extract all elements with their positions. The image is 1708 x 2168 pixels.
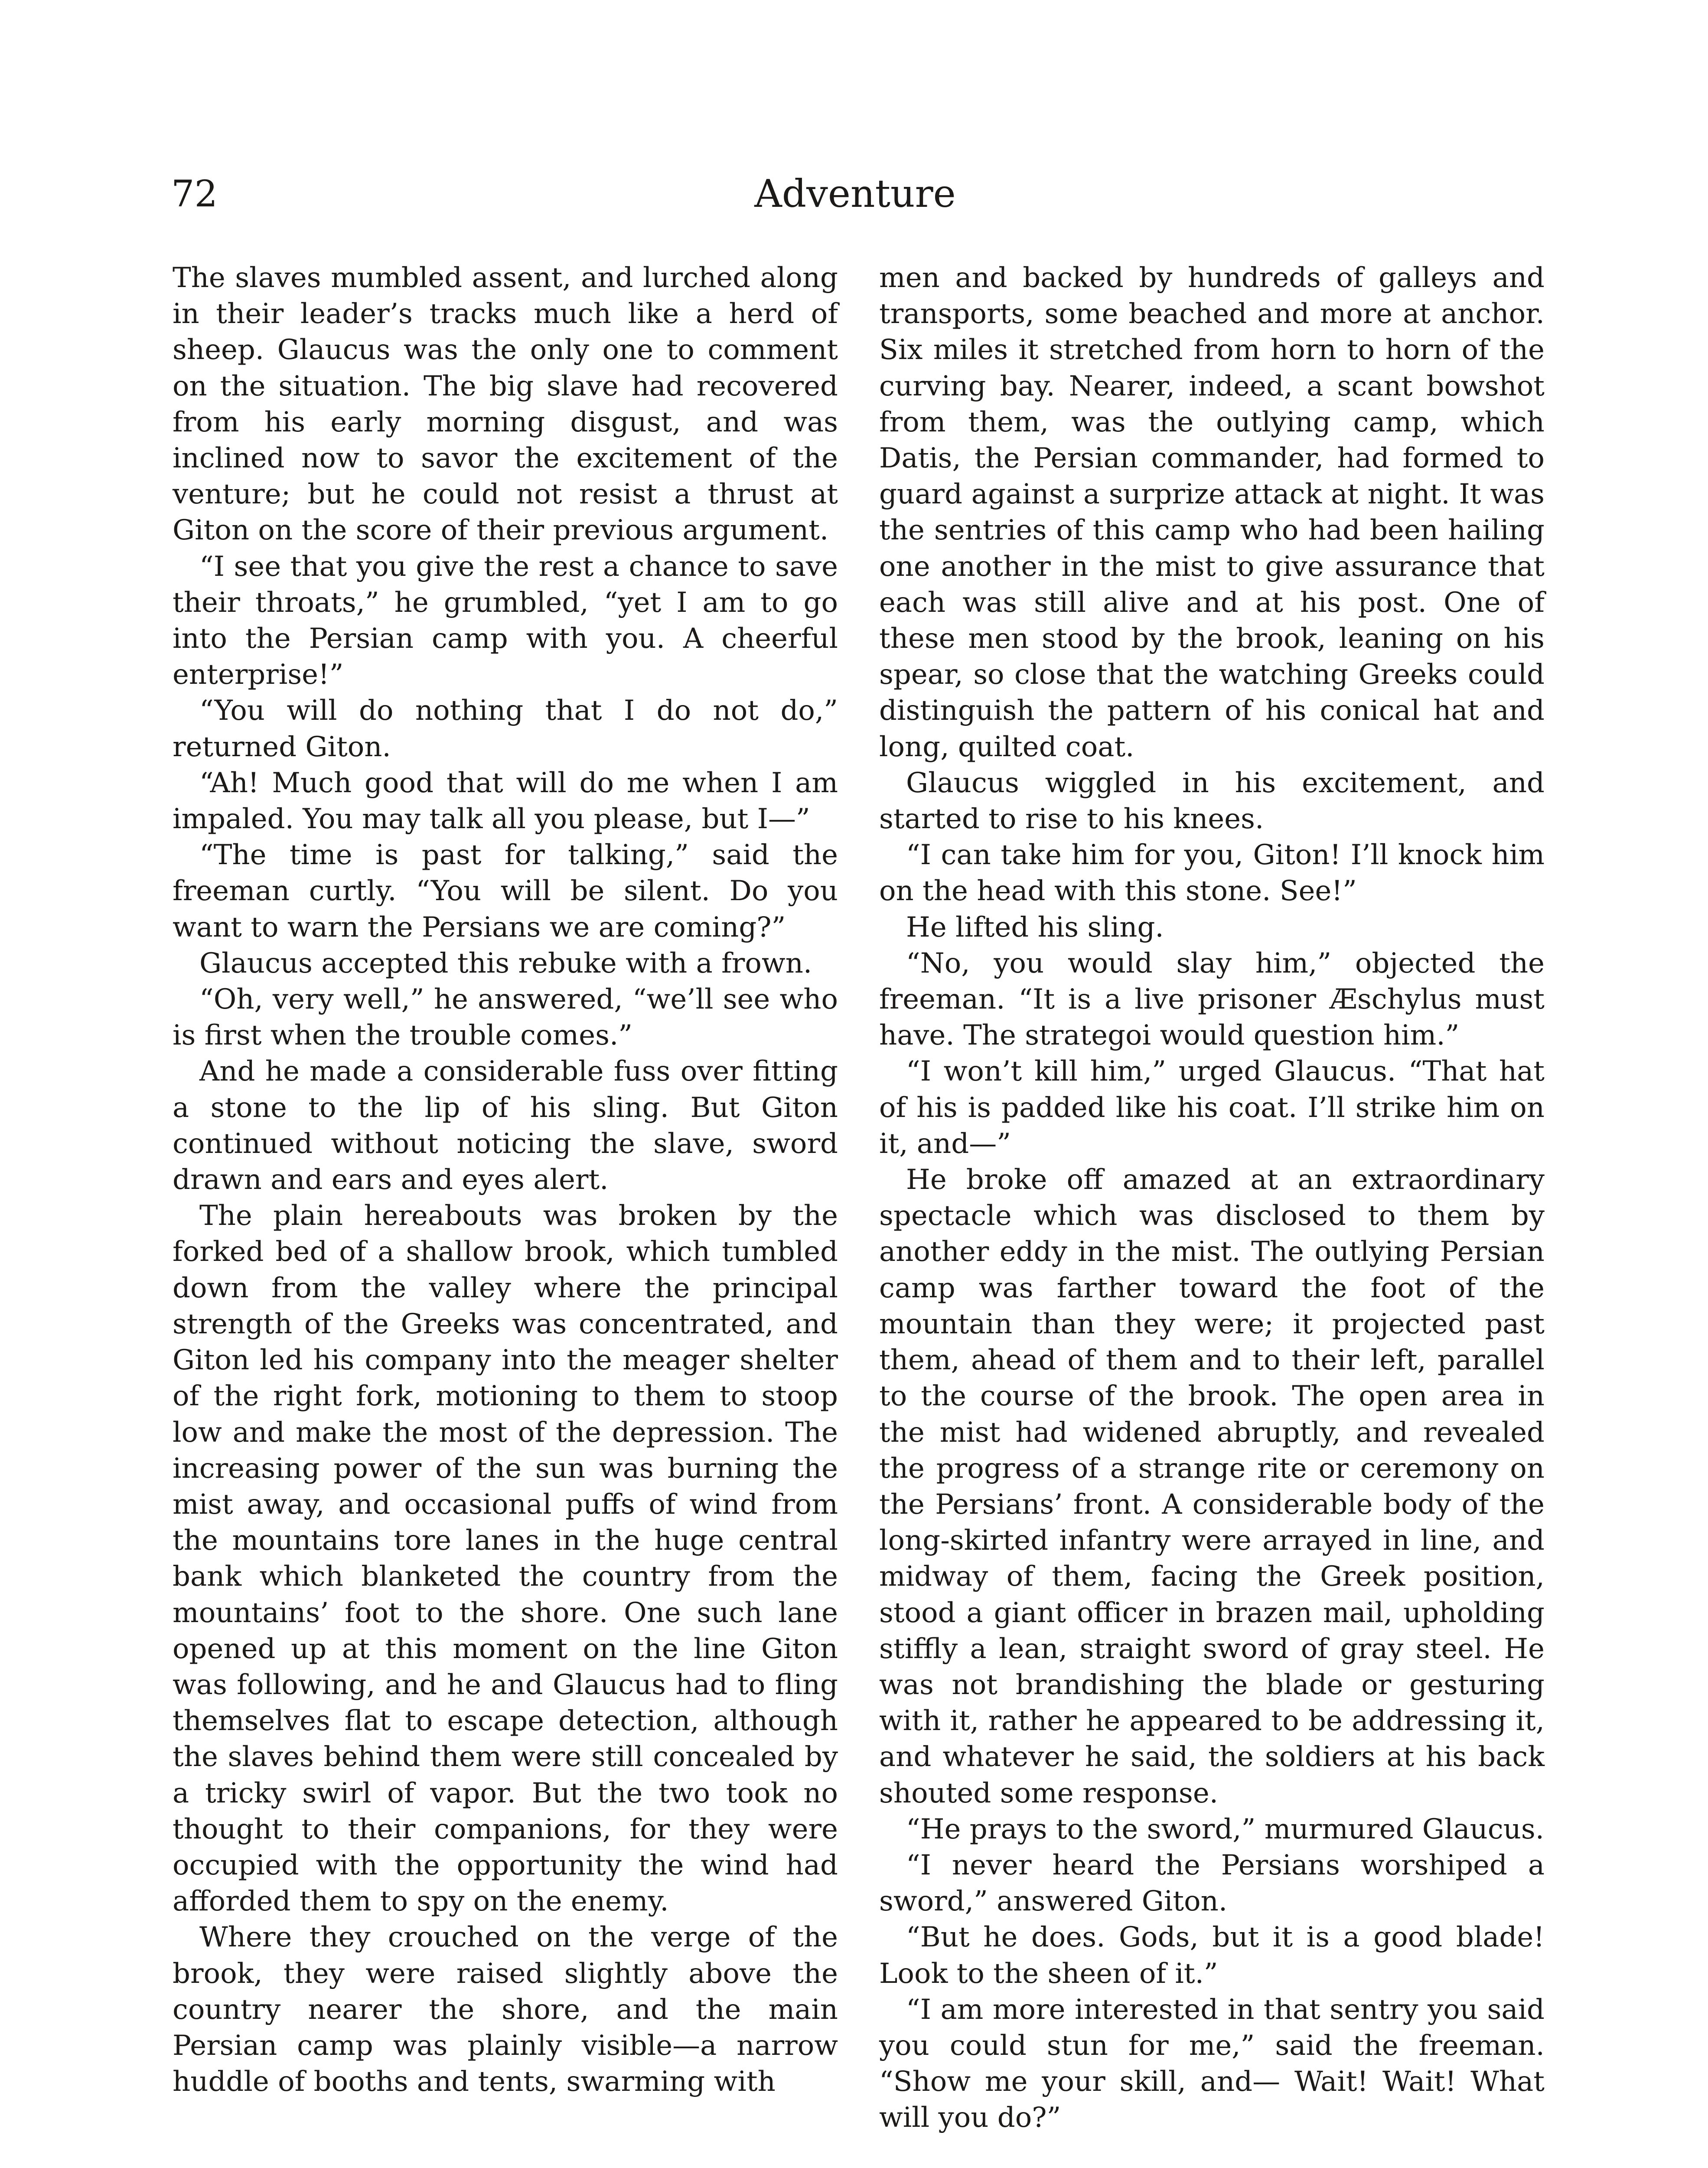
paragraph: Glaucus accepted this rebuke with a frown. [199, 947, 812, 980]
paragraph: “But he does. Gods, but it is a good blade! Look to the sheen of it.” [879, 1921, 1545, 1990]
right-column [879, 260, 1545, 2136]
paragraph: “I never heard the Persians worshiped a sword,” answered Giton. [879, 1849, 1545, 1918]
paragraph: “He prays to the sword,” murmured Glaucus. [906, 1813, 1545, 1845]
paragraph: The plain hereabouts was broken by the forked bed of a shallow brook, which tumbled down from the valley where the principal strength of the Greeks was concentrated, and Giton led his company into the meager shelter of the right fork, motioning to them to stoop low and make the most of the depression. The increasing power of the sun was burning the mist away, and occasional puffs of wind from the mountains tore lanes in the huge central bank which blanketed the country from the mountains’ foot to the shore. One such lane opened up at this moment on the line Giton was following, and he and Glaucus had to fling themselves flat to escape detection, although the slaves behind them were still concealed by a tricky swirl of vapor. But the two took no thought to their companions, for they were occupied with the opportunity the wind had afforded them to spy on the enemy. [173, 1200, 838, 1918]
paragraph: “No, you would slay him,” objected the freeman. “It is a live prisoner Æschylus must have. The strategoi would question him.” [879, 947, 1545, 1052]
paragraph: “I can take him for you, Giton! I’ll knock him on the head with this stone. See!” [879, 839, 1545, 908]
running-title: Adventure [754, 171, 956, 216]
paragraph: “You will do nothing that I do not do,” returned Giton. [173, 695, 838, 763]
paragraph: And he made a considerable fuss over fitting a stone to the lip of his sling. But Giton continued without noticing the slave, sword drawn and ears and eyes alert. [173, 1055, 838, 1196]
paragraph: Where they crouched on the verge of the brook, they were raised slightly above the country nearer the shore, and the main Persian camp was plainly visible—a narrow huddle of booths and tents, swarming with [173, 1921, 838, 2098]
paragraph: “I won’t kill him,” urged Glaucus. “That hat of his is padded like his coat. I’ll strike him on it, and—” [879, 1055, 1545, 1160]
paragraph: He lifted his sling. [906, 911, 1164, 944]
paragraph: The slaves mumbled assent, and lurched along in their leader’s tracks much like a herd of sheep. Glaucus was the only one to comment on the situation. The big slave had recovered from his early morning disgust, and was inclined now to savor the excitement of the venture; but he could not resist a thrust at Giton on the score of their previous argument. [173, 262, 838, 547]
paragraph: “I see that you give the rest a chance to save their throats,” he grumbled, “yet I am to go into the Persian camp with you. A cheerful enterprise!” [173, 550, 838, 691]
paragraph: men and backed by hundreds of galleys and transports, some beached and more at anchor. Six miles it stretched from horn to horn of the curving bay. Nearer, indeed, a scant bowshot from them, was the outlying camp, which Datis, the Persian commander, had formed to guard against a surprize attack at night. It was the sentries of this camp who had been hailing one another in the mist to give assurance that each was still alive and at his post. One of these men stood by the brook, leaning on his spear, so close that the watching Greeks could distinguish the pattern of his conical hat and long, quilted coat. [879, 262, 1545, 763]
paragraph: “Oh, very well,” he answered, “we’ll see who is first when the trouble comes.” [173, 983, 838, 1052]
paragraph: “The time is past for talking,” said the freeman curtly. “You will be silent. Do you want to warn the Persians we are coming?” [173, 839, 838, 944]
page-header [171, 170, 1539, 226]
paragraph: Glaucus wiggled in his excitement, and started to rise to his knees. [879, 767, 1545, 836]
paragraph: “I am more interested in that sentry you said you could stun for me,” said the freeman. “Show me your skill, and— Wait! Wait! What will you do?” [879, 1993, 1545, 2134]
left-column [173, 260, 838, 2100]
paragraph: “Ah! Much good that will do me when I am impaled. You may talk all you please, but I—” [173, 767, 838, 836]
page-number: 72 [171, 173, 218, 215]
paragraph: He broke off amazed at an extraordinary spectacle which was disclosed to them by another eddy in the mist. The outlying Persian camp was farther toward the foot of the mountain than they were; it projected past them, ahead of them and to their left, parallel to the course of the brook. The open area in the mist had widened abruptly, and revealed the progress of a strange rite or ceremony on the Persians’ front. A considerable body of the long-skirted infantry were arrayed in line, and midway of them, facing the Greek position, stood a giant officer in brazen mail, upholding stiffly a lean, straight sword of gray steel. He was not brandishing the blade or gesturing with it, rather he appeared to be addressing it, and whatever he said, the soldiers at his back shouted some response. [879, 1164, 1545, 1809]
